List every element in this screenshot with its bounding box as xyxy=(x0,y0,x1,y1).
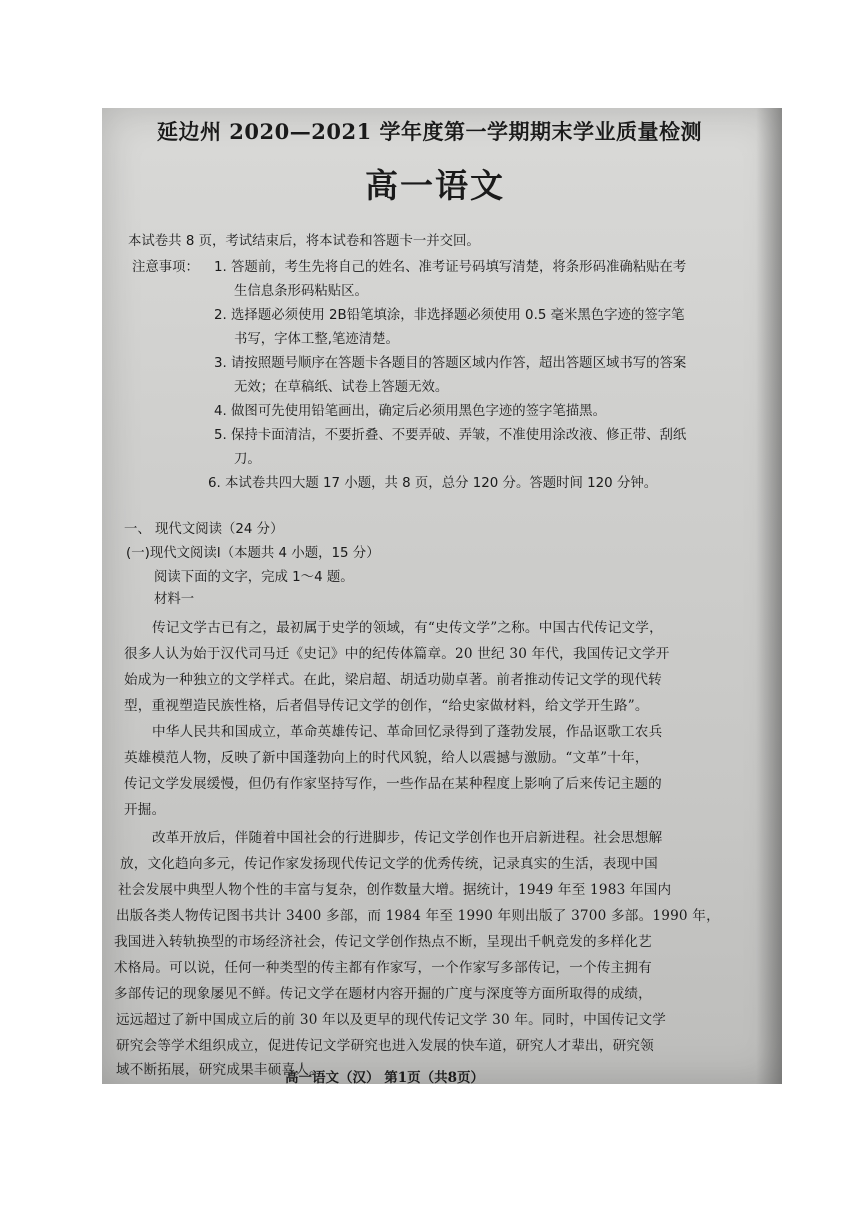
passage-line: 多部传记的现象屡见不鲜。传记文学在题材内容开掘的广度与深度等方面所取得的成绩， xyxy=(114,986,652,1002)
passage-line: 研究会等学术组织成立，促进传记文学研究也进入发展的快车道，研究人才辈出，研究领 xyxy=(116,1038,654,1054)
notice-item: 1. 答题前，考生先将自己的姓名、准考证号码填写清楚，将条形码准确粘贴在考 xyxy=(214,260,687,275)
notice-item: 5. 保持卡面清洁，不要折叠、不要弄破、弄皱，不准使用涂改液、修正带、刮纸 xyxy=(214,428,687,443)
passage-line: 远远超过了新中国成立后的前 30 年以及更早的现代传记文学 30 年。同时，中国传记文学 xyxy=(116,1012,667,1028)
passage-line: 传记文学古已有之，最初属于史学的领域，有“史传文学”之称。中国古代传记文学， xyxy=(152,620,663,636)
passage-line: 社会发展中典型人物个性的丰富与复杂，创作数量大增。据统计，1949 年至 1983 年国内 xyxy=(118,882,672,898)
notice-item: 刀。 xyxy=(234,452,261,467)
exam-title: 延边州 2020—2021 学年度第一学期期末学业质量检测 xyxy=(157,119,703,144)
passage-line: 型，重视塑造民族性格，后者倡导传记文学的创作，“给史家做材料，给文学开生路”。 xyxy=(124,698,649,714)
material-label: 材料一 xyxy=(154,592,195,607)
passage-line: 开掘。 xyxy=(124,802,166,818)
passage-line: 改革开放后，伴随着中国社会的行进脚步，传记文学创作也开启新进程。社会思想解 xyxy=(152,830,663,846)
notice-item: 4. 做图可先使用铅笔画出，确定后必须用黑色字迹的签字笔描黑。 xyxy=(214,404,606,419)
passage-line: 术格局。可以说，任何一种类型的传主都有作家写，一个作家写多部传记，一个传主拥有 xyxy=(114,960,652,976)
passage-line: 我国进入转轨换型的市场经济社会，传记文学创作热点不断，呈现出千帆竞发的多样化艺 xyxy=(114,934,652,950)
reading-instruction: 阅读下面的文字，完成 1～4 题。 xyxy=(154,570,354,585)
notice-label: 注意事项： xyxy=(132,260,199,275)
notice-item: 书写，字体工整,笔迹清楚。 xyxy=(234,332,399,347)
section-heading: 一、 现代文阅读（24 分） xyxy=(124,522,284,537)
passage-line: 出版各类人物传记图书共计 3400 多部，而 1984 年至 1990 年则出版了 3700 多部。1990 年， xyxy=(116,908,720,924)
notice-item: 6. 本试卷共四大题 17 小题，共 8 页，总分 120 分。答题时间 120 分钟。 xyxy=(208,476,658,491)
passage-line: 始成为一种独立的文学样式。在此，梁启超、胡适功勋卓著。前者推动传记文学的现代转 xyxy=(124,672,662,688)
passage-line: 英雄模范人物，反映了新中国蓬勃向上的时代风貌，给人以震撼与激励。“文革”十年， xyxy=(124,750,649,766)
subject-title: 高一语文 xyxy=(365,166,505,205)
passage-line: 传记文学发展缓慢，但仍有作家坚持写作，一些作品在某种程度上影响了后来传记主题的 xyxy=(124,776,662,792)
notice-item: 无效；在草稿纸、试卷上答题无效。 xyxy=(234,380,449,395)
intro-text: 本试卷共 8 页，考试结束后，将本试卷和答题卡一并交回。 xyxy=(128,234,480,249)
section-subheading: (一)现代文阅读Ⅰ（本题共 4 小题，15 分） xyxy=(126,546,380,561)
passage-line: 放，文化趋向多元，传记作家发扬现代传记文学的优秀传统，记录真实的生活，表现中国 xyxy=(120,856,658,872)
passage-line: 域不断拓展，研究成果丰硕喜人。 xyxy=(116,1062,323,1078)
notice-item: 生信息条形码粘贴区。 xyxy=(234,284,368,299)
exam-paper-photo xyxy=(102,108,782,1084)
page-footer: 高一语文（汉） 第1页（共8页） xyxy=(285,1070,484,1084)
passage-line: 中华人民共和国成立，革命英雄传记、革命回忆录得到了蓬勃发展，作品讴歌工农兵 xyxy=(152,724,663,740)
notice-item: 2. 选择题必须使用 2B铅笔填涂，非选择题必须使用 0.5 毫米黑色字迹的签字笔 xyxy=(214,308,685,323)
passage-line: 很多人认为始于汉代司马迁《史记》中的纪传体篇章。20 世纪 30 年代，我国传记文学开 xyxy=(124,646,670,662)
notice-item: 3. 请按照题号顺序在答题卡各题目的答题区域内作答，超出答题区域书写的答案 xyxy=(214,356,687,371)
